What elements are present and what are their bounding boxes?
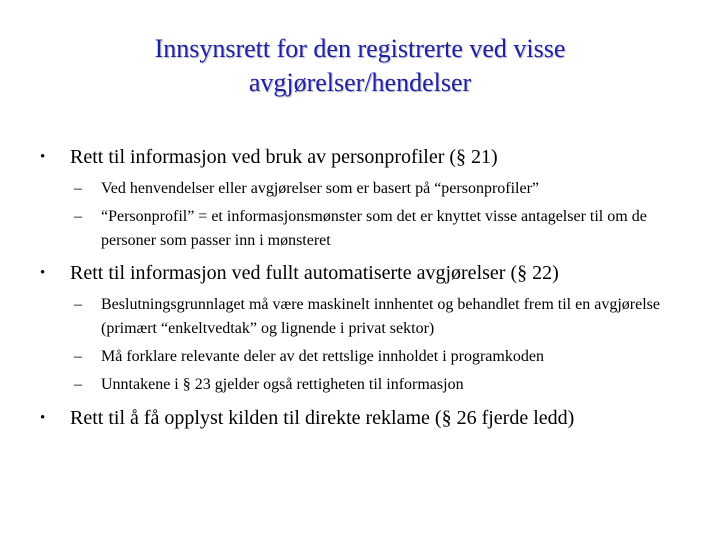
slide-title	[0, 32, 720, 100]
subitem-text-2-1: Beslutningsgrunnlaget må være maskinelt innhentet og behandlet frem til en avgjørelse (primært “enkeltvedtak” og lignende i privat sektor)	[101, 296, 660, 337]
subitem-text-2-3: Unntakene i § 23 gjelder også rettigheten til informasjon	[101, 376, 464, 393]
bullet-marker: •	[40, 410, 46, 426]
bullet-item-1	[40, 144, 680, 170]
bullet-text-3: Rett til å få opplyst kilden til direkte reklame (§ 26 fjerde ledd)	[70, 407, 575, 429]
subitem-1-1	[74, 177, 674, 201]
subitem-text-2-2: Må forklare relevante deler av det rettslige innholdet i programkoden	[101, 348, 544, 365]
subitem-text-1-1: Ved henvendelser eller avgjørelser som er basert på “personprofiler”	[101, 180, 540, 197]
dash-marker: –	[74, 376, 82, 393]
bullet-item-3	[40, 405, 680, 431]
slide-title-line-2: avgjørelser/hendelser	[248, 68, 472, 97]
dash-marker: –	[74, 348, 82, 365]
dash-marker: –	[74, 296, 82, 313]
bullet-marker: •	[40, 265, 46, 281]
dash-marker: –	[74, 208, 82, 225]
subitem-1-2	[74, 205, 674, 253]
bullet-text-1: Rett til informasjon ved bruk av personprofiler (§ 21)	[70, 146, 498, 168]
bullet-item-2	[40, 260, 680, 286]
bullet-text-2: Rett til informasjon ved fullt automatiserte avgjørelser (§ 22)	[70, 262, 559, 284]
slide-title-line-1: Innsynsrett for den registrerte ved visse	[154, 34, 566, 63]
subitem-2-1	[74, 293, 674, 341]
subitem-2-3	[74, 373, 674, 397]
subitem-text-1-2: “Personprofil” = et informasjonsmønster som det er knyttet visse antagelser til om de personer som passer inn i mønsteret	[101, 208, 647, 249]
bullet-marker: •	[40, 149, 46, 165]
subitem-2-2	[74, 345, 674, 369]
dash-marker: –	[74, 180, 82, 197]
